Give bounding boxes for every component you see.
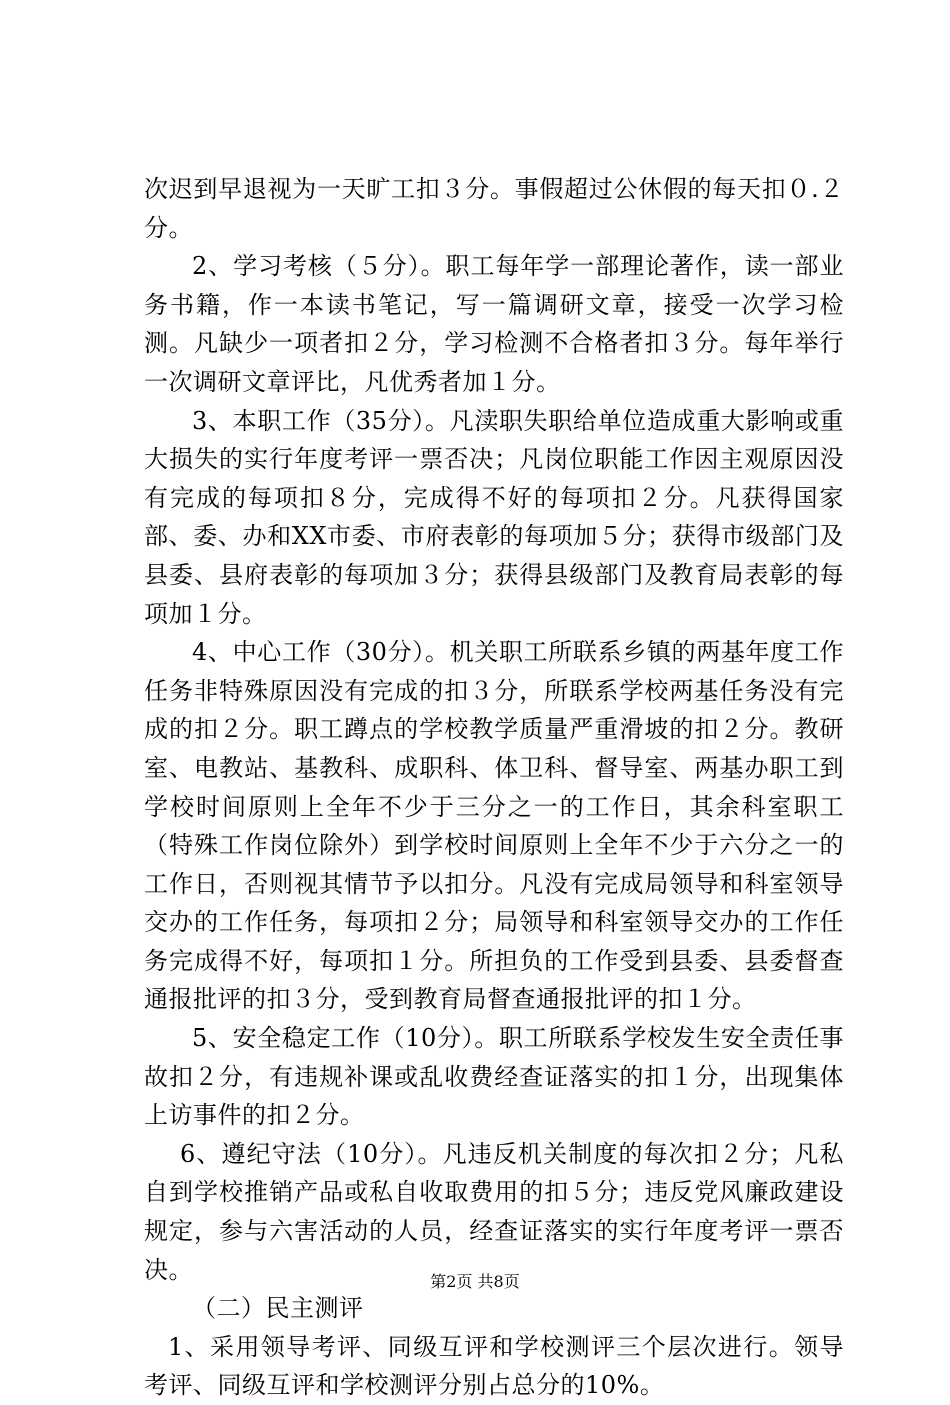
- paragraph-evaluation-levels: 1、采用领导考评、同级互评和学校测评三个层次进行。领导考评、同级互评和学校测评分别占总分的10%。: [144, 1332, 844, 1400]
- paragraph-safety-stability: 5、安全稳定工作（10分）。职工所联系学校发生安全责任事故扣２分，有违规补课或乱收费经查证落实的扣１分，出现集体上访事件的扣２分。: [144, 1024, 844, 1130]
- paragraph-law-discipline: 6、遵纪守法（10分）。凡违反机关制度的每次扣２分；凡私自到学校推销产品或私自收取费用的扣５分；违反党风廉政建设规定，参与六害活动的人员，经查证落实的实行年度考评一票否决。: [144, 1139, 844, 1284]
- paragraph-continuation: 次迟到早退视为一天旷工扣３分。事假超过公休假的每天扣０.２分。: [144, 175, 844, 242]
- paragraph-central-work: 4、中心工作（30分）。机关职工所联系乡镇的两基年度工作任务非特殊原因没有完成的扣３分，所联系学校两基任务没有完成的扣２分。职工蹲点的学校教学质量严重滑坡的扣２分。教研室、电教站、基教科、成职科、体卫科、督导室、两基办职工到学校时间原则上全年不少于三分之一的工作日，其余科室职工（特殊工作岗位除外）到学校时间原则上全年不少于六分之一的工作日，否则视其情节予以扣分。凡没有完成局领导和科室领导交办的工作任务，每项扣２分；局领导和科室领导交办的工作任务完成得不好，每项扣１分。所担负的工作受到县委、县委督查通报批评的扣３分，受到教育局督查通报批评的扣１分。: [144, 638, 844, 1014]
- section-heading-democratic-evaluation: （二）民主测评: [192, 1294, 364, 1323]
- paragraph-job-duties: 3、本职工作（35分）。凡渎职失职给单位造成重大影响或重大损失的实行年度考评一票否决；凡岗位职能工作因主观原因没有完成的每项扣８分，完成得不好的每项扣２分。凡获得国家部、委、办和XX市委、市府表彰的每项加５分；获得市级部门及县委、县府表彰的每项加３分；获得县级部门及教育局表彰的每项加１分。: [144, 406, 844, 628]
- page-number-footer: 第2页 共8页: [430, 1272, 520, 1291]
- paragraph-study-assessment: 2、学习考核（５分）。职工每年学一部理论著作，读一部业务书籍，作一本读书笔记，写一篇调研文章，接受一次学习检测。凡缺少一项者扣２分，学习检测不合格者扣３分。每年举行一次调研文章评比，凡优秀者加１分。: [144, 252, 844, 396]
- document-body: [144, 170, 844, 1405]
